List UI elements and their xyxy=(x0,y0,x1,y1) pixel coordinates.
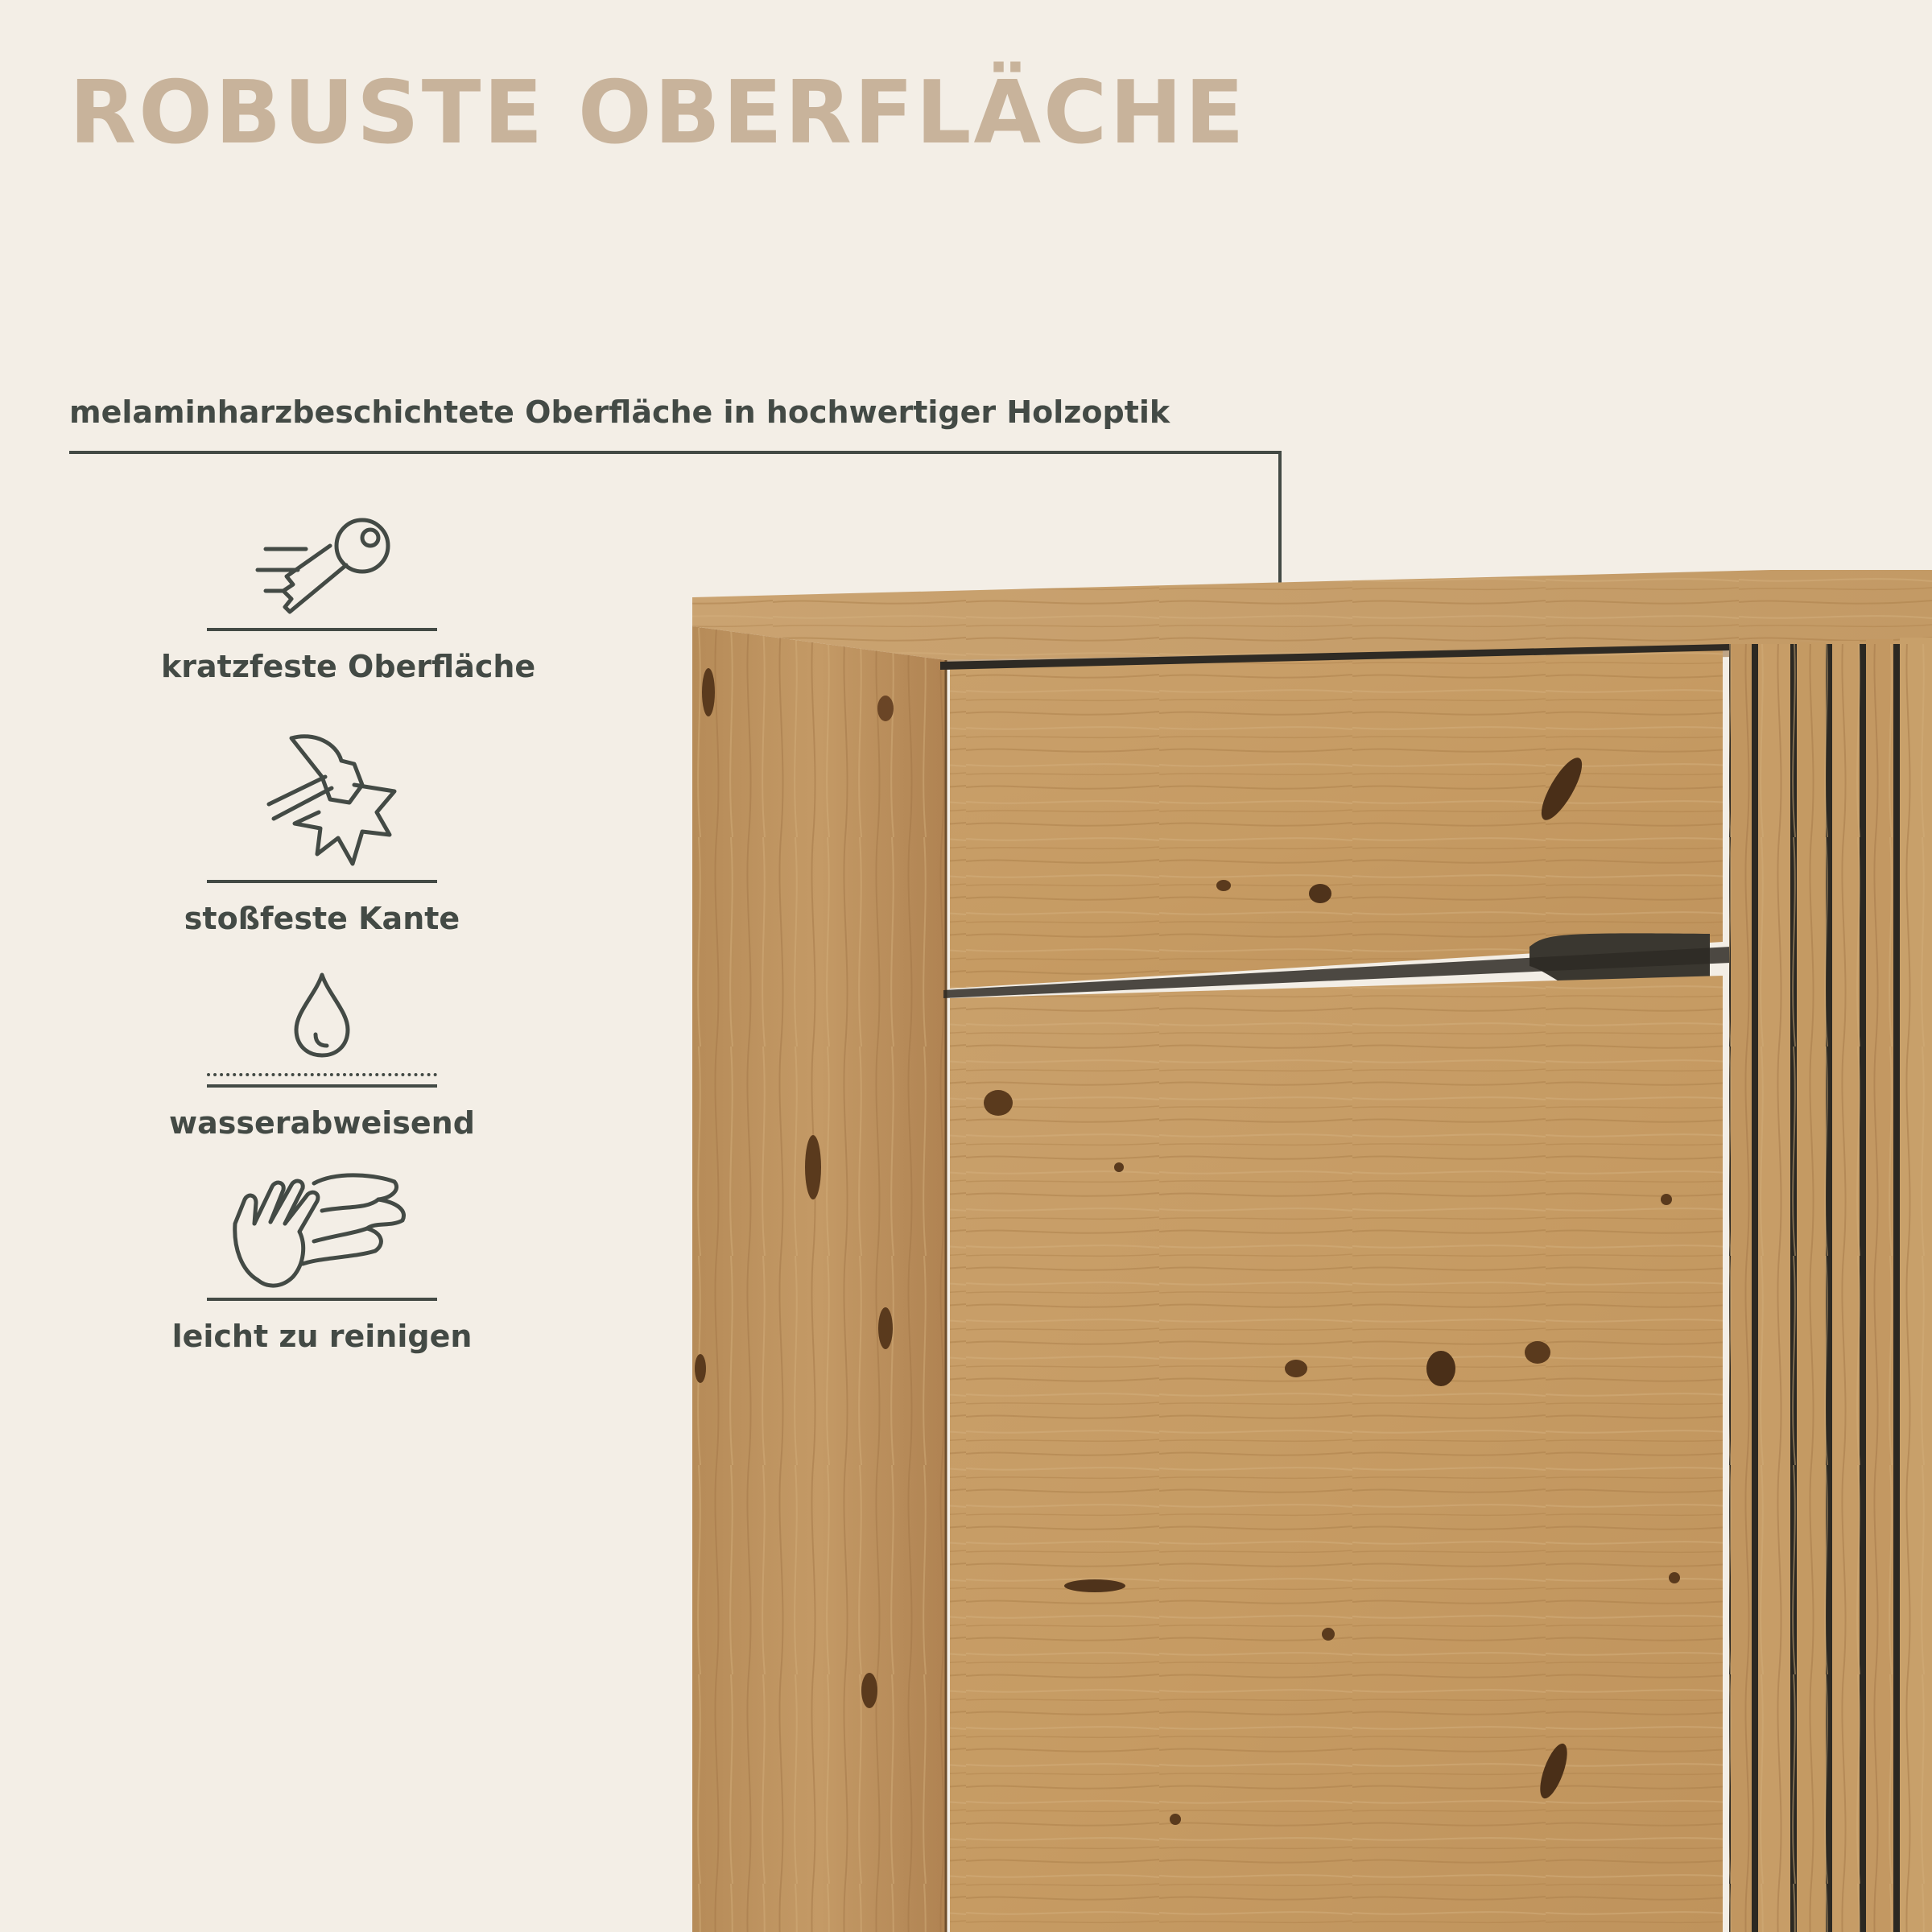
feature-water-repellent xyxy=(161,970,483,1141)
feature-scratch-resistant xyxy=(161,507,536,684)
feature-divider xyxy=(207,1298,437,1301)
feature-label-clean: leicht zu reinigen xyxy=(171,1319,473,1354)
key-icon xyxy=(242,507,402,620)
feature-label-impact: stoßfeste Kante xyxy=(184,901,460,936)
feature-easy-clean xyxy=(161,1167,483,1354)
hammer-impact-icon xyxy=(242,729,402,873)
feature-divider xyxy=(207,1084,437,1088)
callout-text: melaminharzbeschichtete Oberfläche in hochwertiger Holzoptik xyxy=(69,394,1170,430)
water-drop-icon xyxy=(242,970,402,1059)
feature-label-water: wasserabweisend xyxy=(169,1105,475,1141)
feature-impact-resistant xyxy=(161,729,483,936)
wiping-hand-icon xyxy=(225,1167,419,1296)
headline: ROBUSTE OBERFLÄCHE xyxy=(69,63,1247,163)
feature-divider xyxy=(207,880,437,883)
feature-dotted-divider xyxy=(207,1073,437,1076)
feature-divider xyxy=(207,628,437,631)
feature-label-scratch: kratzfeste Oberfläche xyxy=(161,649,536,684)
